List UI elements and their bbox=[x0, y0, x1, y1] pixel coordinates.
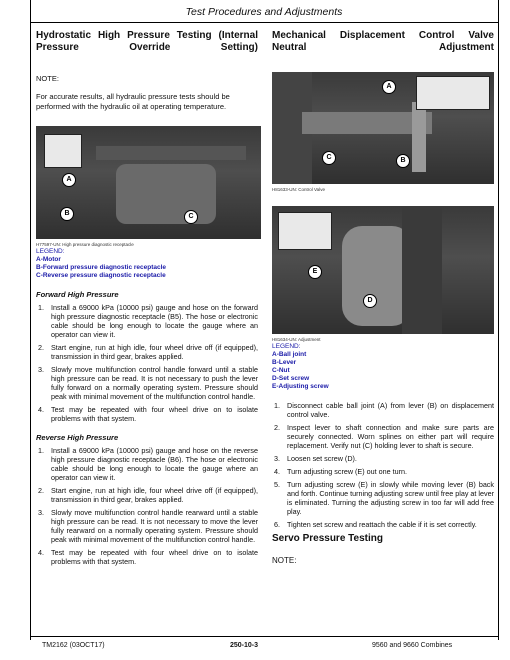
callout-d: D bbox=[363, 294, 377, 308]
page-frame-right bbox=[498, 0, 499, 640]
machine-inset-thumbnail bbox=[416, 76, 490, 110]
page-frame-left bbox=[30, 0, 31, 640]
list-item: 1. Install a 69000 kPa (10000 psi) gauge and hose on the reverse high pressure diagnostic receptacle (B6). The hose or electronic cable should be long enough to locate the gauge where an operator can view it. bbox=[38, 446, 258, 482]
control-rod bbox=[412, 102, 426, 172]
frame-post bbox=[402, 206, 442, 334]
callout-b: B bbox=[60, 207, 74, 221]
figure-caption-left: H77597-UN: High pressure diagnostic receptacle bbox=[36, 242, 134, 247]
servo-note-label: NOTE: bbox=[272, 556, 297, 565]
legend-title-left: LEGEND: bbox=[36, 248, 65, 255]
control-valve-photo bbox=[272, 72, 494, 184]
figure-caption-control-valve: H81633-UN: Control Valve bbox=[272, 187, 325, 192]
legend-item: C-Nut bbox=[272, 367, 290, 374]
neutral-adjustment-section-title: Mechanical Displacement Control Valve Neutral Adjustment bbox=[272, 30, 494, 53]
list-item: 5. Turn adjusting screw (E) in slowly while moving lever (B) back and forth. Continue turning adjusting screw until free play at lever is eliminated. Turning the adjusting screw in too far will add free play. bbox=[274, 480, 494, 516]
list-item: 4. Turn adjusting screw (E) out one turn. bbox=[274, 467, 407, 476]
reverse-steps-list bbox=[36, 446, 258, 566]
legend-item: A-Ball joint bbox=[272, 351, 307, 358]
legend-item: E-Adjusting screw bbox=[272, 383, 329, 390]
motor-housing bbox=[116, 164, 216, 224]
servo-pressure-section-title: Servo Pressure Testing bbox=[272, 533, 383, 544]
legend-item: D-Set screw bbox=[272, 375, 310, 382]
callout-b: B bbox=[396, 154, 410, 168]
list-item: 2. Inspect lever to shaft connection and make sure parts are securely connected. Worn splines on either part will require replacement. Verify nut (C) holding lever to shaft is secure. bbox=[274, 423, 494, 450]
machine-inset-thumbnail bbox=[44, 134, 82, 168]
forward-high-pressure-heading: Forward High Pressure bbox=[36, 290, 119, 299]
callout-a: A bbox=[382, 80, 396, 94]
callout-e: E bbox=[308, 265, 322, 279]
legend-item: B-Forward pressure diagnostic receptacle bbox=[36, 264, 167, 271]
figure-caption-adjustment: H81634-UN: Adjustment bbox=[272, 337, 321, 342]
forward-steps-list bbox=[36, 303, 258, 423]
right-column bbox=[272, 30, 494, 565]
adjustment-photo bbox=[272, 206, 494, 334]
footer-rule bbox=[30, 636, 498, 637]
list-item: 2. Start engine, run at high idle, four wheel drive off (if equipped), transmission in third gear, brakes applied. bbox=[38, 343, 258, 361]
page-header: Test Procedures and Adjustments bbox=[185, 6, 343, 18]
list-item: 1. Disconnect cable ball joint (A) from lever (B) on displacement control valve. bbox=[274, 401, 494, 419]
footer-manual-id: TM2162 (03OCT17) bbox=[42, 642, 105, 649]
left-column bbox=[36, 30, 258, 570]
frame-beam bbox=[96, 146, 246, 160]
callout-a: A bbox=[62, 173, 76, 187]
callout-c: C bbox=[322, 151, 336, 165]
footer-page-number: 250-10-3 bbox=[230, 642, 259, 649]
legend-item: B-Lever bbox=[272, 359, 297, 366]
list-item: 4. Test may be repeated with four wheel drive on to isolate problems with that system. bbox=[38, 405, 258, 423]
legend-item: A-Motor bbox=[36, 256, 61, 263]
receptacle-photo bbox=[36, 126, 261, 239]
list-item: 6. Tighten set screw and reattach the cable if it is set correctly. bbox=[274, 520, 477, 529]
legend-title-right: LEGEND: bbox=[272, 343, 301, 350]
list-item: 4. Test may be repeated with four wheel drive on to isolate problems with that system. bbox=[38, 548, 258, 566]
callout-c: C bbox=[184, 210, 198, 224]
reverse-high-pressure-heading: Reverse High Pressure bbox=[36, 433, 119, 442]
header-rule bbox=[30, 22, 498, 23]
note-text: For accurate results, all hydraulic pressure tests should be performed with the hydraulic oil at operating temperature. bbox=[36, 92, 230, 111]
list-item: 3. Slowly move multifunction control handle forward until a stable high pressure can be read. It is not necessary to push the lever fully forward on a normally operating system. Pressure should peak with minimal movement of the multifunction control handle. bbox=[38, 365, 258, 401]
hydrostatic-section-title: Hydrostatic High Pressure Testing (Internal Pressure Override Setting) bbox=[36, 30, 258, 53]
adjustment-steps-list bbox=[272, 401, 494, 529]
list-item: 3. Slowly move multifunction control handle rearward until a stable high pressure can be read. It is not necessary to move the lever fully rearward on a normally operating system. Pressure should peak with minimal movement of the multifunction control handle. bbox=[38, 508, 258, 544]
list-item: 2. Start engine, run at high idle, four wheel drive off (if equipped), transmission in third gear, brakes applied. bbox=[38, 486, 258, 504]
machine-inset-thumbnail bbox=[278, 212, 332, 250]
list-item: 3. Loosen set screw (D). bbox=[274, 454, 357, 463]
legend-item: C-Reverse pressure diagnostic receptacle bbox=[36, 272, 166, 279]
note-label: NOTE: bbox=[36, 74, 59, 83]
list-item: 1. Install a 69000 kPa (10000 psi) gauge and hose on the forward high pressure diagnostic receptacle (B5). The hose or electronic cable should be long enough to locate the gauge where an operator can view it. bbox=[38, 303, 258, 339]
footer-product-name: 9560 and 9660 Combines bbox=[372, 642, 453, 649]
